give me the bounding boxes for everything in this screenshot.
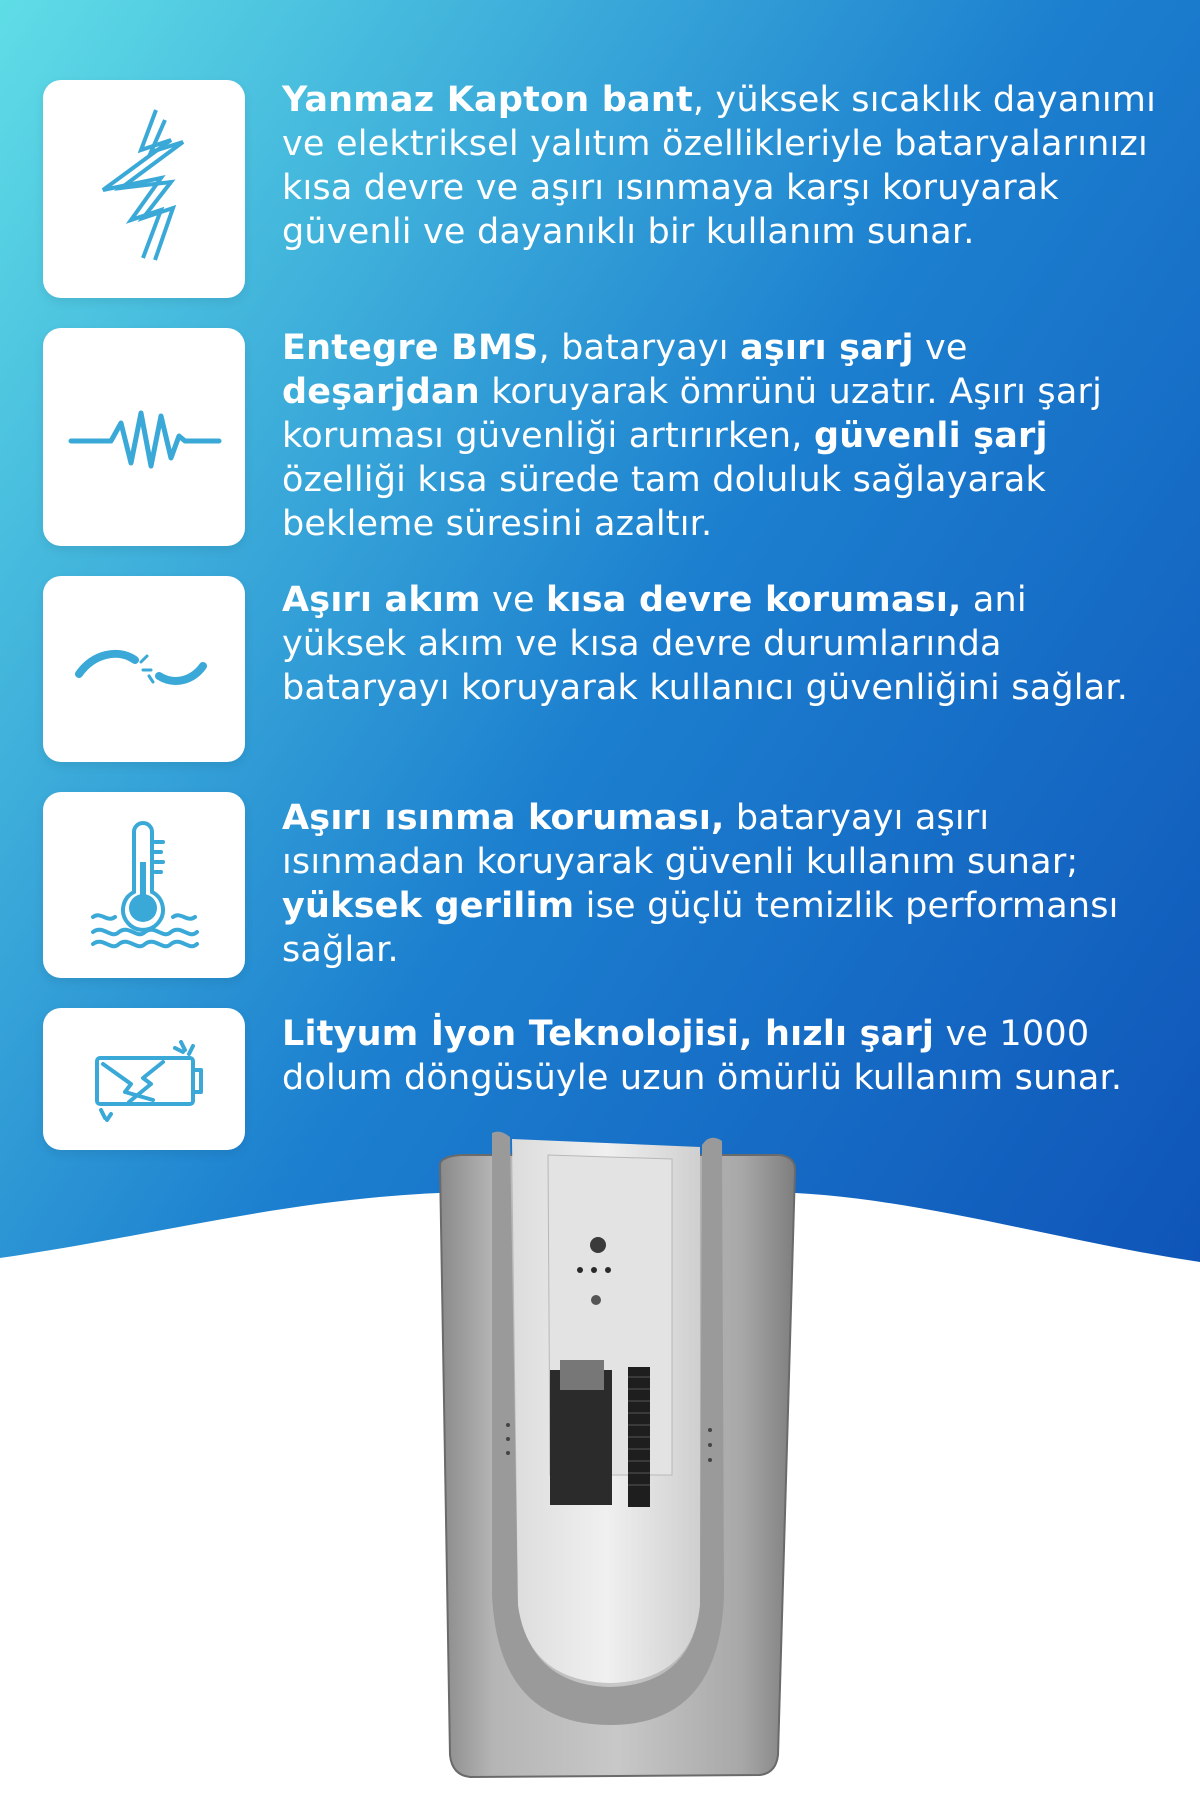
feature-body-text: ve 1000 dolum döngüsüyle uzun ömürlü kullanım sunar. <box>282 1014 1123 1098</box>
feature-text-kapton <box>282 78 1162 254</box>
feature-body-text: ve <box>480 580 547 620</box>
feature-text-overcurrent <box>282 578 1162 710</box>
feature-body-text: ise güçlü temizlik performansı sağlar. <box>282 886 1119 970</box>
feature-highlight-text: Aşırı ısınma koruması, <box>282 798 725 838</box>
feature-highlight-text: deşarjdan <box>282 372 480 412</box>
feature-body-text: özelliği kısa sürede tam doluluk sağlayarak bekleme süresini azaltır. <box>282 460 1046 544</box>
feature-highlight-text: Yanmaz Kapton bant <box>282 80 693 120</box>
overcurrent-icon-card <box>43 576 245 762</box>
battery-product-image <box>400 1125 830 1785</box>
feature-body-text: ve <box>913 328 968 368</box>
feature-body-text: , bataryayı <box>538 328 741 368</box>
feature-text-lithium <box>282 1012 1162 1100</box>
feature-body-text: , yüksek sıcaklık dayanımı ve elektriksel yalıtım özellikleriyle bataryalarınızı kısa devre ve aşırı ısınmaya karşı koruyarak güvenli ve dayanıklı bir kullanım sunar. <box>282 80 1156 252</box>
broken-wire-icon <box>43 576 245 762</box>
feature-body-text: ani yüksek akım ve kısa devre durumlarında bataryayı koruyarak kullanıcı güvenliğini sağlar. <box>282 580 1129 708</box>
bms-icon-card <box>43 328 245 546</box>
lightning-icon <box>43 80 245 298</box>
battery-crossed-icon <box>43 1008 245 1150</box>
feature-body-text: bataryayı aşırı ısınmadan koruyarak güvenli kullanım sunar; <box>282 798 1079 882</box>
feature-text-overheat <box>282 796 1162 972</box>
feature-highlight-text: kısa devre koruması, <box>546 580 962 620</box>
pulse-wave-icon <box>43 328 245 546</box>
thermometer-icon <box>43 792 245 978</box>
feature-highlight-text: Lityum İyon Teknolojisi, hızlı şarj <box>282 1014 935 1054</box>
lithium-icon-card <box>43 1008 245 1150</box>
feature-highlight-text: aşırı şarj <box>740 328 914 368</box>
kapton-icon-card <box>43 80 245 298</box>
feature-text-bms <box>282 326 1162 546</box>
feature-highlight-text: güvenli şarj <box>813 416 1048 456</box>
overheat-icon-card <box>43 792 245 978</box>
feature-highlight-text: Entegre BMS <box>282 328 539 368</box>
feature-body-text: koruyarak ömrünü uzatır. Aşırı şarj koruması güvenliği artırırken, <box>282 372 1103 456</box>
feature-highlight-text: yüksek gerilim <box>282 886 575 926</box>
feature-highlight-text: Aşırı akım <box>282 580 481 620</box>
